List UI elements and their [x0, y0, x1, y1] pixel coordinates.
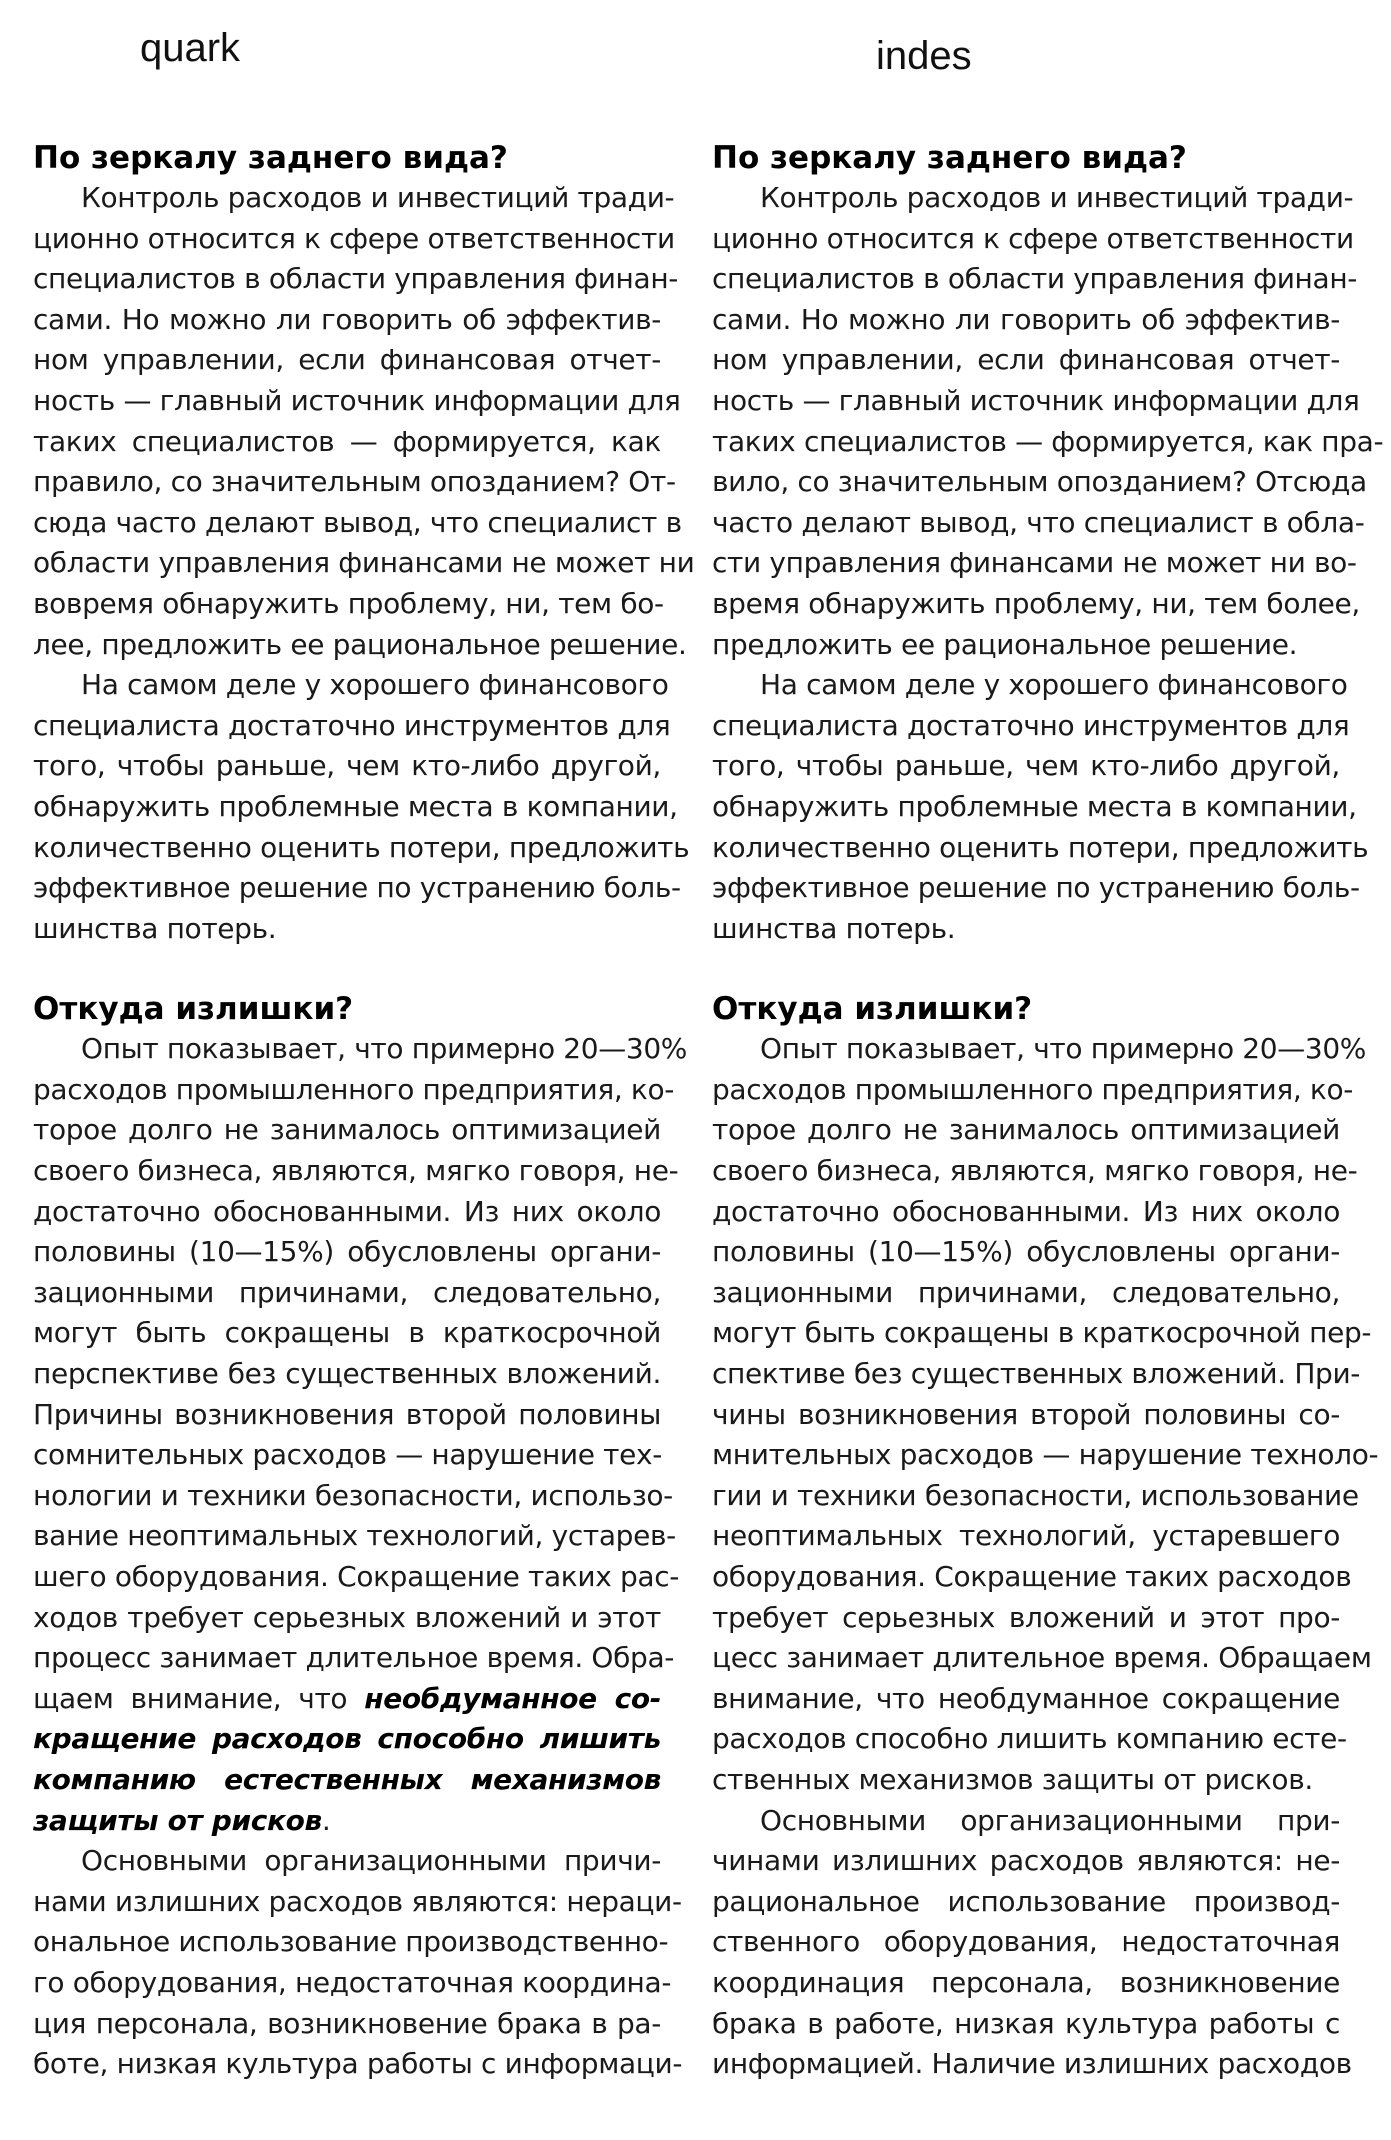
text-line: координация персонала, возникновение: [712, 1965, 1340, 1999]
text-line: эффективное решение по устранению боль-: [712, 871, 1360, 905]
section-heading: Откуда излишки?: [712, 991, 1033, 1028]
text-line: половины (10—15%) обусловлены органи-: [712, 1235, 1340, 1269]
text-line: зационными причинами, следовательно,: [33, 1275, 661, 1309]
text-line: количественно оценить потери, предложить: [33, 830, 690, 864]
text-line: таких специалистов — формируется, как: [33, 424, 661, 458]
paragraph: [33, 665, 690, 949]
text-line: своего бизнеса, являются, мягко говоря, не-: [33, 1154, 679, 1188]
text-line: На самом деле у хорошего финансового: [81, 668, 669, 702]
text-line: вание неоптимальных технологий, устарев-: [33, 1519, 676, 1553]
section-rear-view: [33, 138, 695, 949]
text-line: сти управления финансами не может ни во-: [712, 546, 1357, 580]
paragraph: [33, 178, 695, 665]
paragraph: [712, 1029, 1379, 1800]
text-line: процесс занимает длительное время. Обра-: [33, 1641, 675, 1675]
text-line: предложить ее рациональное решение.: [712, 627, 1298, 661]
text-line: сами. Но можно ли говорить об эффектив-: [712, 302, 1340, 336]
paragraph: [712, 1801, 1352, 2085]
text-line: вило, со значительным опозданием? Отсюда: [712, 465, 1367, 499]
column-label-right: indes: [876, 34, 972, 78]
text-line: ность — главный источник информации для: [712, 383, 1360, 417]
text-line: чины возникновения второй половины со-: [712, 1397, 1340, 1431]
section-surplus: [712, 989, 1379, 2084]
text-line: гии и техники безопасности, использование: [712, 1478, 1359, 1512]
section-rear-view: [712, 138, 1384, 949]
text-line: ном управлении, если финансовая отчет-: [33, 343, 661, 377]
emphasis-line: кращение расходов способно лишить: [33, 1722, 661, 1756]
text-line: ционно относится к сфере ответственности: [712, 221, 1354, 255]
text-line: области управления финансами не может ни: [33, 546, 695, 580]
section-heading: По зеркалу заднего вида?: [33, 140, 508, 176]
text-column-right: [712, 138, 1384, 2085]
text-line: количественно оценить потери, предложить: [712, 830, 1369, 864]
text-line: специалиста достаточно инструментов для: [33, 708, 671, 742]
text-line: На самом деле у хорошего финансового: [760, 668, 1348, 702]
text-line: нами излишних расходов являются: нераци-: [33, 1884, 682, 1918]
text-line: шинства потерь.: [33, 911, 277, 945]
text-line: торое долго не занималось оптимизацией: [33, 1113, 661, 1147]
emphasis-text: защиты от рисков: [33, 1803, 322, 1837]
column-label-left: quark: [140, 26, 241, 70]
text-line: требует серьезных вложений и этот про-: [712, 1600, 1340, 1634]
text-line: лее, предложить ее рациональное решение.: [33, 627, 687, 661]
text-line: ционно относится к сфере ответственности: [33, 221, 675, 255]
text-line: сомнительных расходов — нарушение тех-: [33, 1438, 662, 1472]
text-line: информацией. Наличие излишних расходов: [712, 2047, 1352, 2081]
text-line: Опыт показывает, что примерно 20—30%: [760, 1032, 1367, 1066]
text-line: Основными организационными при-: [760, 1803, 1340, 1837]
text-line-mixed: [33, 1801, 661, 1842]
paragraph: [712, 665, 1369, 949]
text-line: своего бизнеса, являются, мягко говоря, не-: [712, 1154, 1358, 1188]
text-line: торое долго не занималось оптимизацией: [712, 1113, 1340, 1147]
text-line: часто делают вывод, что специалист в обла-: [712, 505, 1365, 539]
text-line: могут быть сокращены в краткосрочной пер-: [712, 1316, 1372, 1350]
text-line: расходов промышленного предприятия, ко-: [712, 1072, 1354, 1106]
text-line: расходов способно лишить компанию есте-: [712, 1722, 1347, 1756]
text-line: половины (10—15%) обусловлены органи-: [33, 1235, 661, 1269]
section-heading: Откуда излишки?: [33, 991, 354, 1028]
text-line: ональное использование производственно-: [33, 1925, 669, 1959]
text-line: ном управлении, если финансовая отчет-: [712, 343, 1340, 377]
text-column-left: [33, 138, 695, 2085]
text-line: специалиста достаточно инструментов для: [712, 708, 1350, 742]
text-line: Опыт показывает, что примерно 20—30%: [81, 1032, 688, 1066]
paragraph: [33, 1029, 688, 1841]
text-line: шинства потерь.: [712, 911, 956, 945]
text-line: зационными причинами, следовательно,: [712, 1275, 1340, 1309]
text-line: спективе без существенных вложений. При-: [712, 1357, 1361, 1391]
paragraph: [712, 178, 1384, 665]
text-line: расходов промышленного предприятия, ко-: [33, 1072, 675, 1106]
emphasis-line: компанию естественных механизмов: [33, 1762, 661, 1796]
text-line: достаточно обоснованными. Из них около: [33, 1194, 661, 1228]
text-line: сами. Но можно ли говорить об эффектив-: [33, 302, 661, 336]
text-line: эффективное решение по устранению боль-: [33, 871, 681, 905]
text-line: правило, со значительным опозданием? От-: [33, 465, 676, 499]
text-line: могут быть сокращены в краткосрочной: [33, 1316, 661, 1350]
text-line-mixed: [33, 1679, 661, 1720]
text-line: ственного оборудования, недостаточная: [712, 1925, 1340, 1959]
text-line: того, чтобы раньше, чем кто-либо другой,: [712, 749, 1340, 783]
text-line: Причины возникновения второй половины: [33, 1397, 661, 1431]
text-line: брака в работе, низкая культура работы с: [712, 2006, 1340, 2040]
section-surplus: [33, 989, 688, 2084]
text-line: неоптимальных технологий, устаревшего: [712, 1519, 1340, 1553]
text-line: ходов требует серьезных вложений и этот: [33, 1600, 661, 1634]
text-line: цесс занимает длительное время. Обращаем: [712, 1641, 1372, 1675]
text-line: время обнаружить проблему, ни, тем более,: [712, 586, 1360, 620]
text-line: сюда часто делают вывод, что специалист в: [33, 505, 682, 539]
text-line: Контроль расходов и инвестиций тради-: [81, 181, 675, 214]
text-line: специалистов в области управления финан-: [712, 262, 1358, 296]
paragraph: [33, 1841, 683, 2085]
text-line: го оборудования, недостаточная координа-: [33, 1965, 672, 1999]
text-line: рациональное использование производ-: [712, 1884, 1340, 1918]
text-line: обнаружить проблемные места в компании,: [33, 789, 678, 823]
text-line: вовремя обнаружить проблему, ни, тем бо-: [33, 586, 664, 620]
text-line: нологии и техники безопасности, использо-: [33, 1478, 673, 1512]
text-line: ция персонала, возникновение брака в ра-: [33, 2006, 661, 2040]
text-line: таких специалистов — формируется, как пра-: [712, 424, 1384, 458]
text-line: внимание, что необдуманное сокращение: [712, 1681, 1340, 1715]
text-line: перспективе без существенных вложений.: [33, 1357, 661, 1391]
text-line: шего оборудования. Сокращение таких рас-: [33, 1560, 679, 1593]
text-line: достаточно обоснованными. Из них около: [712, 1194, 1340, 1228]
text-line: мнительных расходов — нарушение техноло-: [712, 1438, 1379, 1472]
text-line: специалистов в области управления финан-: [33, 262, 679, 296]
text-run: щаем внимание, что: [33, 1681, 365, 1715]
text-line: Основными организационными причи-: [81, 1844, 661, 1878]
text-line: боте, низкая культура работы с информаци-: [33, 2047, 683, 2081]
text-line: ность — главный источник информации для: [33, 383, 681, 417]
text-line: чинами излишних расходов являются: не-: [712, 1844, 1340, 1878]
text-line: ственных механизмов защиты от рисков.: [712, 1762, 1313, 1796]
section-heading: По зеркалу заднего вида?: [712, 140, 1187, 176]
text-line: Контроль расходов и инвестиций тради-: [760, 181, 1354, 214]
text-line: оборудования. Сокращение таких расходов: [712, 1560, 1352, 1593]
emphasis-text: необдуманное со-: [364, 1681, 661, 1715]
text-line: того, чтобы раньше, чем кто-либо другой,: [33, 749, 661, 783]
text-line: обнаружить проблемные места в компании,: [712, 789, 1357, 823]
text-run: .: [321, 1803, 331, 1837]
